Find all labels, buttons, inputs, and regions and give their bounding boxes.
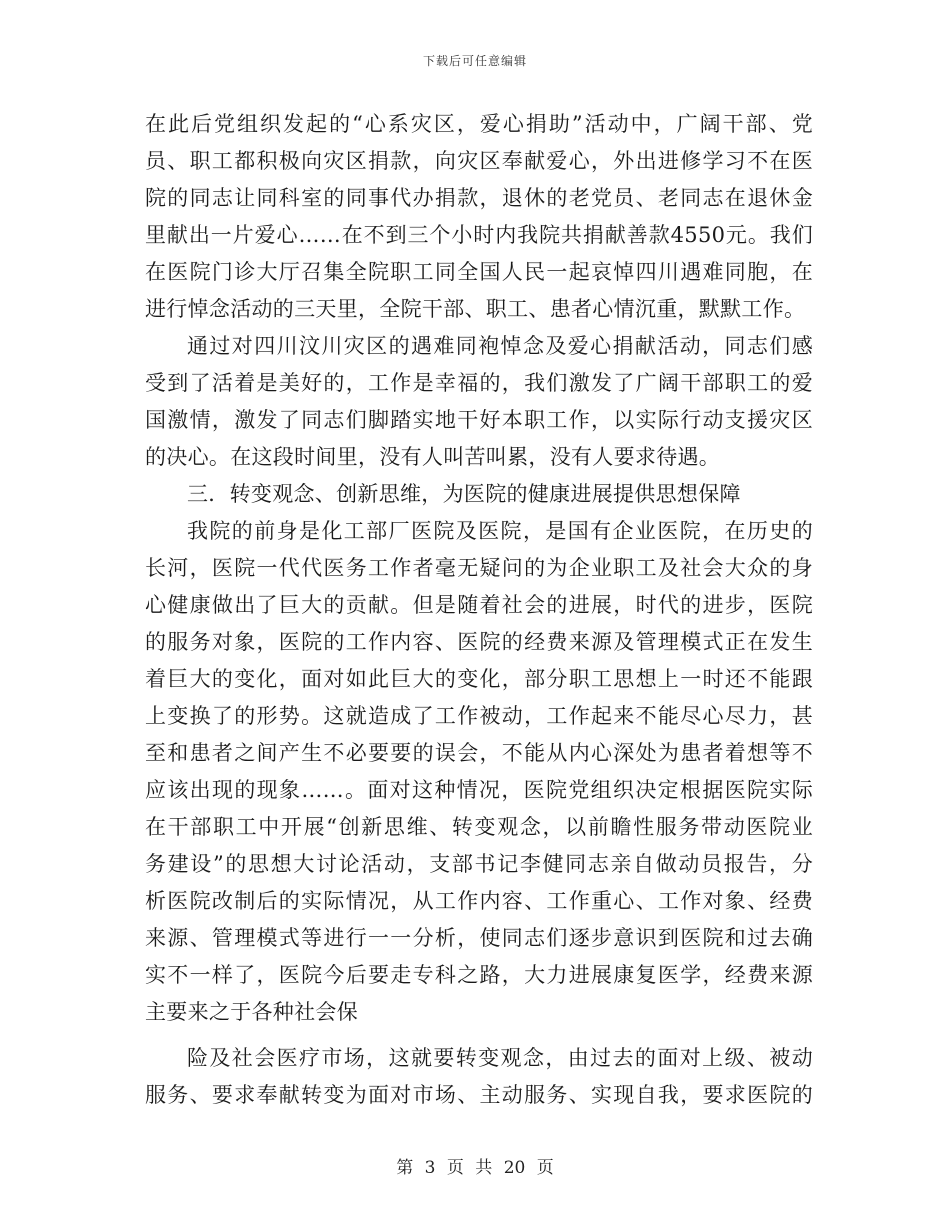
body-line: 至和患者之间产生不必要要的误会，不能从内心深处为患者着想等不 <box>145 741 813 765</box>
body-line: 我院的前身是化工部厂医院及医院，是国有企业医院，在历史的 <box>187 519 813 543</box>
body-line: 应该出现的现象……。面对这种情况，医院党组织决定根据医院实际 <box>145 778 813 802</box>
body-line: 服务、要求奉献转变为面对市场、主动服务、实现自我，要求医院的 <box>145 1083 813 1107</box>
body-line: 心健康做出了巨大的贡献。但是随着社会的进展，时代的进步，医院 <box>145 593 813 617</box>
page-number: 第 3 页 共 20 页 <box>396 1158 554 1178</box>
body-line: 里献出一片爱心……在不到三个小时内我院共捐献善款4550元。我们 <box>145 223 813 247</box>
body-line: 着巨大的变化，面对如此巨大的变化，部分职工思想上一时还不能跟 <box>145 667 813 691</box>
body-line: 在医院门诊大厅召集全院职工同全国人民一起哀悼四川遇难同胞，在 <box>145 260 813 284</box>
section-heading: 三．转变观念、创新思维，为医院的健康进展提供思想保障 <box>187 482 741 506</box>
body-line: 的服务对象，医院的工作内容、医院的经费来源及管理模式正在发生 <box>145 630 813 654</box>
body-line: 的决心。在这段时间里，没有人叫苦叫累，没有人要求待遇。 <box>145 445 721 469</box>
body-line: 国激情，激发了同志们脚踏实地干好本职工作，以实际行动支援灾区 <box>145 408 813 432</box>
page-header: 下载后可任意编辑 <box>422 54 527 68</box>
body-line: 来源、管理模式等进行一一分析，使同志们逐步意识到医院和过去确 <box>145 926 813 950</box>
body-line: 主要来之于各种社会保 <box>145 1000 358 1024</box>
body-line: 受到了活着是美好的，工作是幸福的，我们激发了广阔干部职工的爱 <box>145 371 813 395</box>
body-line: 在干部职工中开展“创新思维、转变观念，以前瞻性服务带动医院业 <box>145 815 813 839</box>
body-line: 长河，医院一代代医务工作者毫无疑问的为企业职工及社会大众的身 <box>145 556 813 580</box>
body-line: 进行悼念活动的三天里，全院干部、职工、患者心情沉重，默默工作。 <box>145 297 806 321</box>
body-line: 员、职工都积极向灾区捐款，向灾区奉献爱心，外出进修学习不在医 <box>145 149 813 173</box>
document-body <box>145 106 813 1114</box>
body-line: 析医院改制后的实际情况，从工作内容、工作重心、工作对象、经费 <box>145 889 813 913</box>
body-line: 在此后党组织发起的“心系灾区，爱心捐助”活动中，广阔干部、党 <box>145 112 813 136</box>
body-line: 院的同志让同科室的同事代办捐款，退休的老党员、老同志在退休金 <box>145 186 813 210</box>
body-line: 实不一样了，医院今后要走专科之路，大力进展康复医学，经费来源 <box>145 963 813 987</box>
body-line: 务建设”的思想大讨论活动，支部书记李健同志亲自做动员报告，分 <box>145 852 813 876</box>
body-line: 通过对四川汶川灾区的遇难同袍悼念及爱心捐献活动，同志们感 <box>187 334 813 358</box>
body-line: 上变换了的形势。这就造成了工作被动，工作起来不能尽心尽力，甚 <box>145 704 813 728</box>
body-line: 险及社会医疗市场，这就要转变观念，由过去的面对上级、被动 <box>187 1046 813 1070</box>
